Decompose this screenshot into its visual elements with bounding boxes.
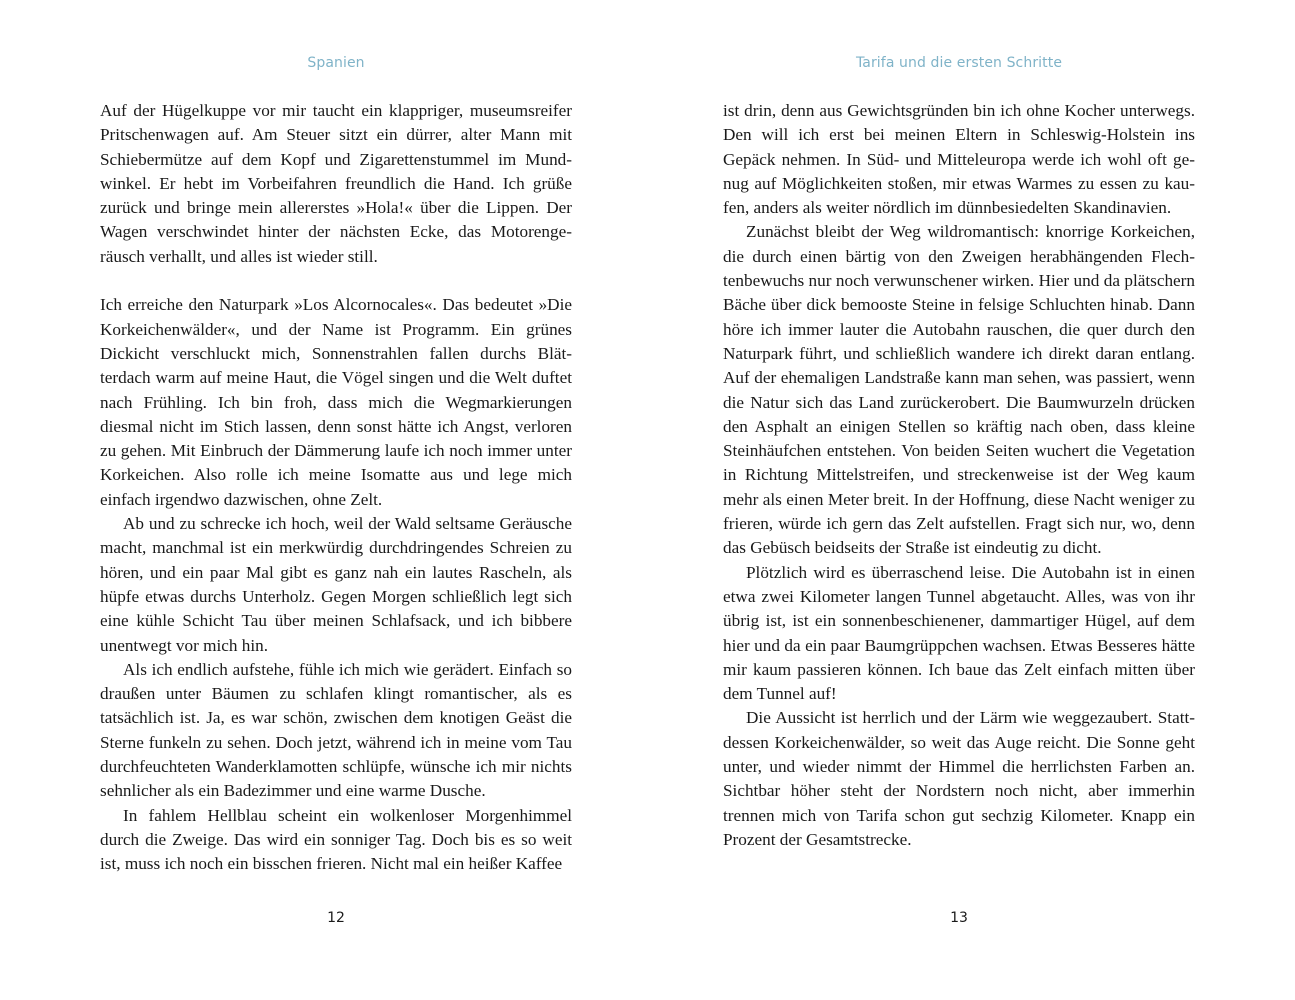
- paragraph: In fahlem Hellblau scheint ein wolkenloser Morgenhimmel durch die Zweige. Das wird ein sonniger Tag. Doch bis es so weit ist, muss ich noch ein bisschen frieren. Nicht mal ein heißer Kaffee: [100, 805, 572, 874]
- right-page-body: [723, 99, 1195, 852]
- paragraph: Plötzlich wird es überraschend leise. Die Autobahn ist in einen etwa zwei Kilometer langen Tunnel abgetaucht. Alles, was von ihr übrig ist, ist ein sonnenbeschienener, dammartiger Hügel, auf dem hier und da ein paar Baumgrüppchen wachsen. Etwas Besseres hätte mir kaum passieren können. Ich baue das Zelt einfach mitten über dem Tunnel auf!: [723, 562, 1195, 704]
- paragraph: Ab und zu schrecke ich hoch, weil der Wald seltsame Geräusche macht, manchmal ist ein merkwürdig durchdringendes Schreien zu hören, und ein paar Mal gibt es ganz nah ein lautes Rascheln, als hüpfe etwas durchs Unterholz. Gegen Morgen schließlich legt sich eine kühle Schicht Tau über meinen Schlafsack, und ich bibbere unentwegt vor mich hin.: [100, 514, 572, 655]
- paragraph: Als ich endlich aufstehe, fühle ich mich wie gerädert. Einfach so draußen unter Bäumen zu schlafen klingt romantischer, als es tatsächlich ist. Ja, es war schön, zwischen dem knotigen Geäst die Sterne funkeln zu sehen. Doch jetzt, während ich in meine vom Tau durchfeuchteten Wanderklamotten schlüpfe, wünsche ich mir nichts sehnlicher als ein Badezimmer und eine warme Dusche.: [100, 659, 572, 801]
- paragraph: Auf der Hügelkuppe vor mir taucht ein klappriger, museumsreifer Pritschenwagen auf. Am Steuer sitzt ein dürrer, alter Mann mit Schiebermütze auf dem Kopf und Zigarettenstummel im Mundwinkel. Er hebt im Vorbeifahren freundlich die Hand. Ich grüße zurück und bringe mein allererstes »Hola!« über die Lippen. Der Wagen verschwindet hinter der nächsten Ecke, das Motorengeräusch verhallt, und alles ist wieder still.: [100, 101, 572, 266]
- page-number-left: 12: [327, 910, 345, 926]
- paragraph: Die Aussicht ist herrlich und der Lärm wie weggezaubert. Stattdessen Korkeichenwälder, so weit das Auge reicht. Die Sonne geht unter, und wieder nimmt der Himmel die herrlichsten Farben an. Sichtbar höher steht der Nordstern noch nicht, aber immerhin trennen mich von Tarifa schon gut sechzig Kilometer. Knapp ein Prozent der Gesamtstrecke.: [723, 708, 1195, 849]
- paragraph: Ich erreiche den Naturpark »Los Alcornocales«. Das bedeutet »Die Korkeichenwälder«, und der Name ist Programm. Ein grünes Dickicht verschluckt mich, Sonnenstrahlen fallen durchs Blätterdach warm auf meine Haut, die Vögel singen und die Welt duftet nach Frühling. Ich bin froh, dass mich die Wegmarkierungen diesmal nicht im Stich lassen, denn sonst hätte ich Angst, verloren zu gehen. Mit Einbruch der Dämmerung laufe ich noch immer unter Korkeichen. Also rolle ich meine Isomatte aus und lege mich einfach irgendwo dazwischen, ohne Zelt.: [100, 295, 572, 509]
- right-page: [723, 0, 1195, 1000]
- running-head-right: Tarifa und die ersten Schritte: [855, 55, 1063, 71]
- left-page: [100, 0, 572, 1000]
- running-head-left: Spanien: [307, 55, 365, 71]
- paragraph: Zunächst bleibt der Weg wildromantisch: knorrige Korkeichen, die durch einen bärtig von den Zweigen herabhängenden Flechtenbewuchs nur noch verwunschener wirken. Hier und da plätschern Bäche über dick bemooste Steine in felsige Schluchten hinab. Dann höre ich immer lauter die Autobahn rauschen, die quer durch den Naturpark führt, und schließlich wandere ich direkt daran entlang. Auf der ehemaligen Landstraße kann man sehen, was passiert, wenn die Natur sich das Land zurückerobert. Die Baumwurzeln drücken den Asphalt an einigen Stellen so kräftig nach oben, dass kleine Steinhäufchen entstehen. Von beiden Seiten wuchert die Vegetation in Richtung Mittelstreifen, und streckenweise ist der Weg kaum mehr als einen Meter breit. In der Hoffnung, diese Nacht weniger zu frieren, würde ich gern das Zelt aufstellen. Fragt sich nur, wo, denn das Gebüsch beidseits der Straße ist eindeutig zu dicht.: [723, 222, 1195, 558]
- page-number-right: 13: [950, 910, 968, 926]
- left-page-body: [100, 99, 572, 877]
- paragraph: ist drin, denn aus Gewichtsgründen bin ich ohne Kocher unterwegs. Den will ich erst bei meinen Eltern in Schleswig-Holstein ins Gepäck nehmen. In Süd- und Mitteleuropa werde ich wohl oft genug auf Möglichkeiten stoßen, mir etwas Warmes zu essen zu kaufen, anders als weiter nördlich im dünnbesiedelten Skandinavien.: [723, 101, 1195, 218]
